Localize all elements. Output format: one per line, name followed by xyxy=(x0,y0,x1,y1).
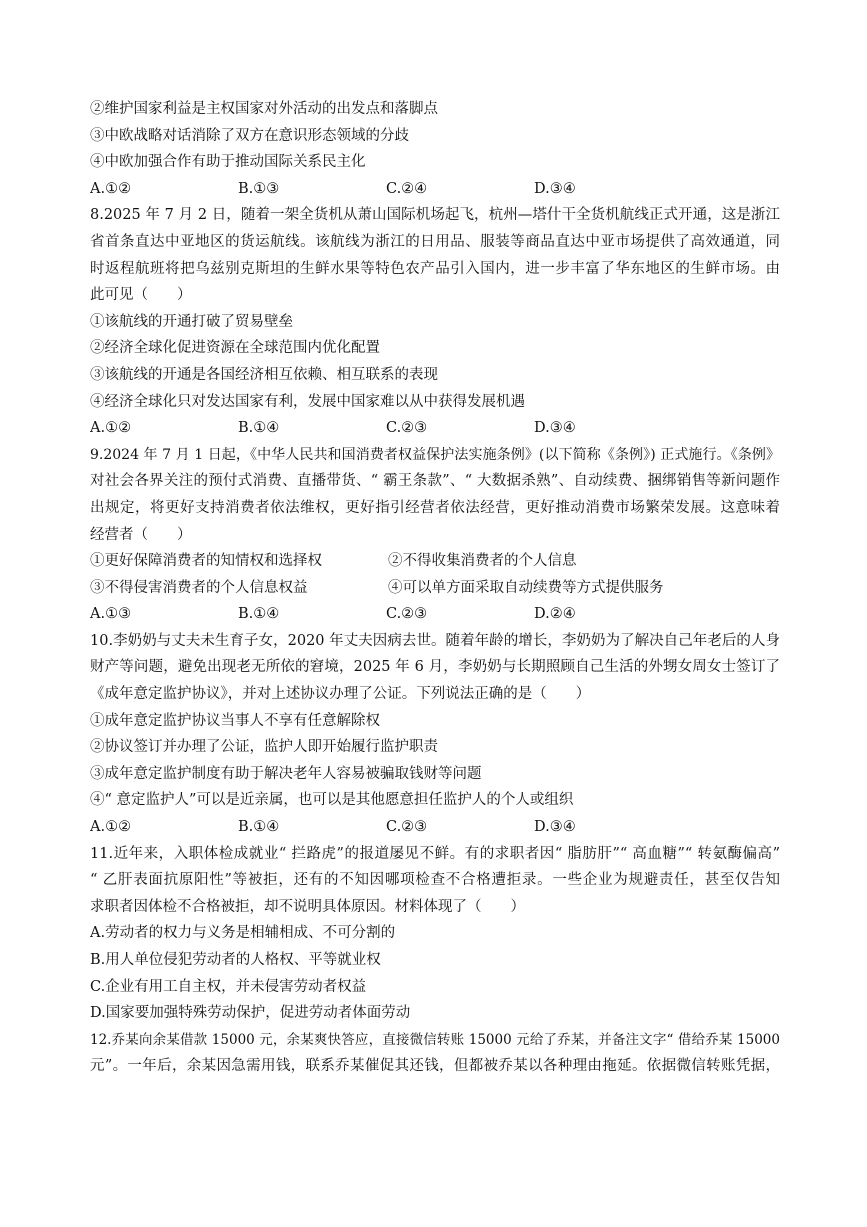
q11-stem-line-1: 11.近年来，入职体检成就业“ 拦路虎”的报道屡见不鲜。有的求职者因“ 脂肪肝”“ 高血糖”“ 转氨酶偏高” xyxy=(90,845,780,862)
q9-option-a[interactable]: A.①③ xyxy=(90,606,132,623)
q11-choice-d[interactable]: D.国家要加强特殊劳动保护，促进劳动者体面劳动 xyxy=(90,1005,411,1022)
q10-options xyxy=(90,814,780,841)
q12-stem-line-1: 12.乔某向余某借款 15000 元，余某爽快答应，直接微信转账 15000 元给了乔某，并备注文字“ 借给乔某 15000 xyxy=(90,1031,780,1048)
q11-stem-line-2: “ 乙肝表面抗原阳性”等被拒，还有的不知因哪项检查不合格遭拒录。一些企业为规避责任，甚至仅告知 xyxy=(90,872,780,889)
q7-statement-4: ④中欧加强合作有助于推动国际关系民主化 xyxy=(90,154,366,171)
q9-stem-line-4: 经营者（ ） xyxy=(90,526,192,543)
q7-option-d[interactable]: D.③④ xyxy=(534,180,576,197)
q9-option-d[interactable]: D.②④ xyxy=(534,606,576,623)
q8-option-b[interactable]: B.①④ xyxy=(238,420,280,437)
q8-statement-4: ④经济全球化只对发达国家有利，发展中国家难以从中获得发展机遇 xyxy=(90,393,525,410)
q9-stem-line-3: 出规定，将更好支持消费者依法维权，更好指引经营者依法经营，更好推动消费市场繁荣发展。这意味着 xyxy=(90,499,780,516)
q8-stem-line-2: 省首条直达中亚地区的货运航线。该航线为浙江的日用品、服装等商品直达中亚市场提供了高效通道，同 xyxy=(90,233,780,250)
q8-option-a[interactable]: A.①② xyxy=(90,420,132,437)
q9-statement-3: ③不得侵害消费者的个人信息权益 xyxy=(90,579,308,596)
q7-option-c[interactable]: C.②④ xyxy=(386,180,428,197)
q9-statement-2: ②不得收集消费者的个人信息 xyxy=(388,553,577,570)
q8-statement-3: ③该航线的开通是各国经济相互依赖、相互联系的表现 xyxy=(90,366,438,383)
q7-option-a[interactable]: A.①② xyxy=(90,180,132,197)
q7-statement-3: ③中欧战略对话消除了双方在意识形态领域的分歧 xyxy=(90,127,409,144)
q9-stem-line-1: 9.2024 年 7 月 1 日起，《中华人民共和国消费者权益保护法实施条例》(以下简称《条例》) 正式施行。《条例》 xyxy=(90,446,780,463)
q9-statements-row-2 xyxy=(90,575,780,602)
q10-statement-1: ①成年意定监护协议当事人不享有任意解除权 xyxy=(90,712,380,729)
q9-option-b[interactable]: B.①④ xyxy=(238,606,280,623)
q12-stem-line-2: 元”。一年后，余某因急需用钱，联系乔某催促其还钱，但都被乔某以各种理由拖延。依据微信转账凭据， xyxy=(90,1058,780,1075)
q10-option-c[interactable]: C.②③ xyxy=(386,819,428,836)
q8-stem-line-4: 此可见（ ） xyxy=(90,287,192,304)
q9-stem-line-2: 对社会各界关注的预付式消费、直播带货、“ 霸王条款”、“ 大数据杀熟”、自动续费、捆绑销售等新问题作 xyxy=(90,473,780,490)
q8-stem-line-1: 8.2025 年 7 月 2 日，随着一架全货机从萧山国际机场起飞，杭州—塔什干全货机航线正式开通，这是浙江 xyxy=(90,207,780,224)
q9-option-c[interactable]: C.②③ xyxy=(386,606,428,623)
q8-statement-2: ②经济全球化促进资源在全球范围内优化配置 xyxy=(90,340,380,357)
q9-options xyxy=(90,601,780,628)
q10-option-b[interactable]: B.①④ xyxy=(238,819,280,836)
q10-statement-3: ③成年意定监护制度有助于解决老年人容易被骗取钱财等问题 xyxy=(90,765,482,782)
q7-option-b[interactable]: B.①③ xyxy=(238,180,280,197)
q10-stem-line-2: 财产等问题，避免出现老无所依的窘境，2025 年 6 月，李奶奶与长期照顾自己生活的外甥女周女士签订了 xyxy=(90,659,780,676)
q10-statement-2: ②协议签订并办理了公证，监护人即开始履行监护职责 xyxy=(90,739,438,756)
q8-stem-line-3: 时返程航班将把乌兹别克斯坦的生鲜水果等特色农产品引入国内，进一步丰富了华东地区的生鲜市场。由 xyxy=(90,260,780,277)
q10-statement-4: ④“ 意定监护人”可以是近亲属，也可以是其他愿意担任监护人的个人或组织 xyxy=(90,792,574,809)
q9-statement-4: ④可以单方面采取自动续费等方式提供服务 xyxy=(388,579,664,596)
q10-stem-line-3: 《成年意定监护协议》，并对上述协议办理了公证。下列说法正确的是（ ） xyxy=(90,686,591,703)
q11-choice-a[interactable]: A.劳动者的权力与义务是相辅相成、不可分割的 xyxy=(90,925,396,942)
q10-option-a[interactable]: A.①② xyxy=(90,819,132,836)
q10-stem-line-1: 10.李奶奶与丈夫未生育子女，2020 年丈夫因病去世。随着年龄的增长，李奶奶为了解决自己年老后的人身 xyxy=(90,632,780,649)
q10-option-d[interactable]: D.③④ xyxy=(534,819,576,836)
page-content xyxy=(90,96,780,1080)
q9-statements-row-1 xyxy=(90,548,780,575)
q11-choice-c[interactable]: C.企业有用工自主权，并未侵害劳动者权益 xyxy=(90,978,367,995)
q7-options xyxy=(90,176,780,203)
q9-statement-1: ①更好保障消费者的知情权和选择权 xyxy=(90,553,322,570)
q8-option-d[interactable]: D.③④ xyxy=(534,420,576,437)
q8-option-c[interactable]: C.②③ xyxy=(386,420,428,437)
q7-statement-2: ②维护国家利益是主权国家对外活动的出发点和落脚点 xyxy=(90,101,438,117)
q11-stem-line-3: 求职者因体检不合格被拒，却不说明具体原因。材料体现了（ ） xyxy=(90,898,525,915)
q11-choice-b[interactable]: B.用人单位侵犯劳动者的人格权、平等就业权 xyxy=(90,952,381,968)
q8-options xyxy=(90,415,780,442)
q8-statement-1: ①该航线的开通打破了贸易壁垒 xyxy=(90,313,293,330)
